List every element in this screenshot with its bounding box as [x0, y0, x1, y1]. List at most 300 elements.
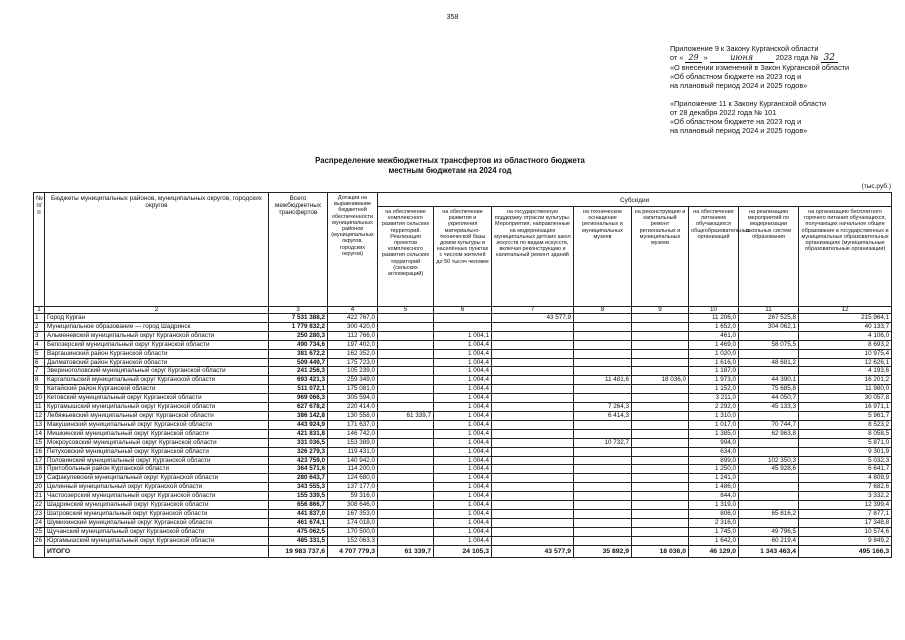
header-dotations: Дотации на выравнивание бюджетной обеспеченности муниципальных районов (муниципальных округов, городских округов) [328, 193, 378, 307]
table-row [34, 420, 892, 429]
amount-value: 1 004,4 [434, 367, 492, 376]
header-subsidy-6: на обеспечение развития и укрепления материально-технической базы домов культуры в населённых пунктах с числом жителей до 50 тысяч человек [434, 207, 492, 307]
budget-name: Целинный муниципальный округ Курганской области [45, 483, 269, 492]
budget-name: Альменевский муниципальный округ Курганской области [45, 331, 269, 340]
table-row [34, 340, 892, 349]
table-row [34, 509, 892, 518]
amount-value [574, 322, 632, 331]
header-subsidy-12: на организацию бесплатного горячего питания обучающихся, получающих начальное общее образование в государственных и муниципальных образовательных организациях (муниципальные образовательные организации) [799, 207, 892, 307]
budget-name: Кетовский муниципальный округ Курганской области [45, 394, 269, 403]
total-value: 343 555,3 [269, 483, 328, 492]
budget-name: Юргамышский муниципальный округ Курганской области [45, 536, 269, 545]
total-value: 7 531 388,2 [269, 314, 328, 323]
amount-value: 1 004,4 [434, 465, 492, 474]
budget-name: Далматовский район Курганской области [45, 358, 269, 367]
amount-value [574, 518, 632, 527]
amount-value: 7 264,3 [574, 403, 632, 412]
total-value: 509 449,7 [269, 358, 328, 367]
header-line: от 28 декабря 2022 года № 101 [670, 108, 777, 117]
amount-value: 11 206,0 [689, 314, 739, 323]
amount-value [632, 527, 689, 536]
amount-value: 16 971,1 [799, 403, 892, 412]
amount-value: 175 081,0 [328, 385, 378, 394]
amount-value: 43 577,9 [492, 545, 574, 557]
amount-value [492, 367, 574, 376]
total-value: 656 866,7 [269, 501, 328, 510]
amount-value [378, 340, 434, 349]
amount-value: 3 211,0 [689, 394, 739, 403]
amount-value [632, 536, 689, 545]
amount-value [632, 331, 689, 340]
amount-value [574, 465, 632, 474]
amount-value: 3 332,2 [799, 492, 892, 501]
total-value: 331 036,5 [269, 438, 328, 447]
amount-value [632, 349, 689, 358]
amount-value [378, 509, 434, 518]
amount-value: 105 239,0 [328, 367, 378, 376]
amount-value: 58 075,5 [739, 340, 799, 349]
amount-value: 806,0 [689, 509, 739, 518]
table-row [34, 367, 892, 376]
table-row [34, 331, 892, 340]
amount-value: 1 319,0 [689, 501, 739, 510]
amount-value: 1 004,4 [434, 438, 492, 447]
budget-name: Макушинский муниципальный округ Курганской области [45, 420, 269, 429]
amount-value [739, 447, 799, 456]
amount-value [739, 438, 799, 447]
amount-value: 1 004,4 [434, 456, 492, 465]
amount-value [378, 322, 434, 331]
budget-name: Катайский район Курганской области [45, 385, 269, 394]
amount-value [632, 483, 689, 492]
amount-value: 114 200,0 [328, 465, 378, 474]
total-value: 1 779 832,2 [269, 322, 328, 331]
table-row [34, 349, 892, 358]
amount-value [632, 411, 689, 420]
total-value: 461 674,1 [269, 518, 328, 527]
amount-value [492, 385, 574, 394]
amount-value [378, 314, 434, 323]
amount-value [378, 447, 434, 456]
document-header [670, 44, 900, 135]
column-number: 8 [574, 307, 632, 314]
amount-value: 16 201,2 [799, 376, 892, 385]
total-value: 475 062,5 [269, 527, 328, 536]
amount-value: 1 745,0 [689, 527, 739, 536]
budget-name: Шатровский муниципальный округ Курганской области [45, 509, 269, 518]
amount-value [492, 492, 574, 501]
amount-value [378, 349, 434, 358]
column-number: 4 [328, 307, 378, 314]
amount-value [492, 456, 574, 465]
amount-value [378, 465, 434, 474]
amount-value [632, 509, 689, 518]
amount-value [574, 492, 632, 501]
handwritten-number: 32 [821, 54, 838, 63]
amount-value [574, 385, 632, 394]
amount-value: 1 486,0 [689, 483, 739, 492]
amount-value [574, 331, 632, 340]
row-number: 23 [34, 509, 45, 518]
amount-value: 75 685,8 [739, 385, 799, 394]
amount-value: 48 681,2 [739, 358, 799, 367]
amount-value: 6 641,7 [799, 465, 892, 474]
amount-value: 4 809,9 [799, 474, 892, 483]
amount-value: 124 680,0 [328, 474, 378, 483]
amount-value [492, 447, 574, 456]
row-number: 10 [34, 394, 45, 403]
amount-value [378, 483, 434, 492]
amount-value: 7 877,1 [799, 509, 892, 518]
budget-name: ИТОГО [45, 545, 269, 557]
row-number: 12 [34, 411, 45, 420]
amount-value: 844,0 [689, 492, 739, 501]
amount-value [378, 456, 434, 465]
amount-value [378, 394, 434, 403]
amount-value: 5 871,0 [799, 438, 892, 447]
amount-value [574, 429, 632, 438]
header-line: «Приложение 11 к Закону Курганской области [670, 99, 827, 108]
header-subsidy-8: на техническое оснащение региональных и муниципальных музеев [574, 207, 632, 307]
amount-value: 1 004,4 [434, 474, 492, 483]
amount-value [632, 447, 689, 456]
amount-value: 8 523,2 [799, 420, 892, 429]
table-row [34, 394, 892, 403]
amount-value: 45 133,3 [739, 403, 799, 412]
budget-name: Щучанский муниципальный округ Курганской области [45, 527, 269, 536]
amount-value [632, 492, 689, 501]
column-number: 9 [632, 307, 689, 314]
amount-value [574, 349, 632, 358]
amount-value [492, 403, 574, 412]
row-number: 16 [34, 447, 45, 456]
amount-value: 1 004,4 [434, 394, 492, 403]
amount-value: 308 646,0 [328, 501, 378, 510]
table-row [34, 483, 892, 492]
table-row [34, 314, 892, 323]
amount-value [632, 429, 689, 438]
amount-value: 9 301,9 [799, 447, 892, 456]
amount-value: 1 004,4 [434, 527, 492, 536]
amount-value: 495 166,3 [799, 545, 892, 557]
amount-value [632, 518, 689, 527]
amount-value: 44 390,1 [739, 376, 799, 385]
budget-name: Мишкинский муниципальный округ Курганской области [45, 429, 269, 438]
amount-value: 11 980,0 [799, 385, 892, 394]
budget-name: Звериноголовский муниципальный округ Курганской области [45, 367, 269, 376]
amount-value: 102 350,3 [739, 456, 799, 465]
amount-value [739, 492, 799, 501]
header-subsidy-9: на реконструкцию и капитальный ремонт региональных и муниципальных музеев [632, 207, 689, 307]
amount-value [739, 367, 799, 376]
header-line: «О внесении изменений в Закон Курганской области [670, 63, 850, 72]
total-value: 490 734,6 [269, 340, 328, 349]
budget-name: Муниципальное образование — город Шадринск [45, 322, 269, 331]
amount-value [574, 367, 632, 376]
handwritten-day: 29 [685, 54, 701, 63]
amount-value: 1 152,0 [689, 385, 739, 394]
amount-value: 1 652,0 [689, 322, 739, 331]
amount-value: 1 385,0 [689, 429, 739, 438]
row-number: 13 [34, 420, 45, 429]
amount-value: 1 310,0 [689, 411, 739, 420]
amount-value [632, 403, 689, 412]
amount-value [739, 411, 799, 420]
budget-name: Город Курган [45, 314, 269, 323]
amount-value: 7 682,6 [799, 483, 892, 492]
total-value: 241 256,3 [269, 367, 328, 376]
amount-value: 5 961,7 [799, 411, 892, 420]
amount-value: 1 004,4 [434, 376, 492, 385]
amount-value: 304 062,1 [739, 322, 799, 331]
amount-value [574, 474, 632, 483]
column-number: 5 [378, 307, 434, 314]
amount-value: 4 707 779,3 [328, 545, 378, 557]
amount-value: 1 017,0 [689, 420, 739, 429]
header-num: № п/п [34, 193, 45, 307]
amount-value [632, 474, 689, 483]
table-row [34, 527, 892, 536]
row-number: 24 [34, 518, 45, 527]
budget-name: Каргапольский муниципальный округ Курганской области [45, 376, 269, 385]
total-value: 423 759,0 [269, 456, 328, 465]
budget-name: Сафакулевский муниципальный округ Курганской области [45, 474, 269, 483]
amount-value: 4 193,6 [799, 367, 892, 376]
amount-value: 152 063,3 [328, 536, 378, 545]
amount-value: 1 020,0 [689, 349, 739, 358]
total-value: 443 924,9 [269, 420, 328, 429]
amount-value [632, 438, 689, 447]
budget-name: Лебяжьевский муниципальный округ Курганской области [45, 411, 269, 420]
amount-value [492, 527, 574, 536]
amount-value [378, 492, 434, 501]
total-value: 386 142,8 [269, 411, 328, 420]
row-number: 26 [34, 536, 45, 545]
amount-value: 174 018,0 [328, 518, 378, 527]
amount-value: 11 481,6 [574, 376, 632, 385]
table-row [34, 403, 892, 412]
amount-value: 35 892,9 [574, 545, 632, 557]
column-number: 3 [269, 307, 328, 314]
amount-value: 1 004,4 [434, 349, 492, 358]
table-row [34, 438, 892, 447]
amount-value: 175 723,0 [328, 358, 378, 367]
budget-name: Шадринский муниципальный округ Курганской области [45, 501, 269, 510]
amount-value: 153 389,0 [328, 438, 378, 447]
amount-value [492, 420, 574, 429]
amount-value: 70 744,7 [739, 420, 799, 429]
amount-value: 5 032,3 [799, 456, 892, 465]
amount-value: 62 963,8 [739, 429, 799, 438]
amount-value [378, 527, 434, 536]
table-row [34, 465, 892, 474]
amount-value: 1 343 463,4 [739, 545, 799, 557]
column-number: 10 [689, 307, 739, 314]
header-line: на плановый период 2024 и 2025 годов» [670, 126, 808, 135]
amount-value [492, 340, 574, 349]
budget-name: Петуховский муниципальный округ Курганской области [45, 447, 269, 456]
amount-value [632, 314, 689, 323]
amount-value: 130 558,0 [328, 411, 378, 420]
amount-value: 899,0 [689, 456, 739, 465]
row-number: 4 [34, 340, 45, 349]
amount-value [632, 367, 689, 376]
header-subsidy-10: на обеспечение питанием обучающихся общеобразовательных организаций [689, 207, 739, 307]
column-number: 2 [45, 307, 269, 314]
amount-value: 171 637,0 [328, 420, 378, 429]
table-row [34, 474, 892, 483]
total-value: 155 339,5 [269, 492, 328, 501]
budget-name: Частоозерский муниципальный округ Курганской области [45, 492, 269, 501]
row-number: 6 [34, 358, 45, 367]
amount-value [632, 322, 689, 331]
total-value: 280 643,7 [269, 474, 328, 483]
amount-value: 6 414,3 [574, 411, 632, 420]
column-number: 12 [799, 307, 892, 314]
amount-value [739, 331, 799, 340]
row-number: 14 [34, 429, 45, 438]
amount-value: 60 219,4 [739, 536, 799, 545]
row-number: 11 [34, 403, 45, 412]
amount-value: 24 105,3 [434, 545, 492, 557]
budget-name: Мокроусовский муниципальный округ Курганской области [45, 438, 269, 447]
amount-value: 30 057,8 [799, 394, 892, 403]
amount-value [378, 331, 434, 340]
amount-value [378, 536, 434, 545]
table-row [34, 385, 892, 394]
amount-value [378, 385, 434, 394]
amount-value [434, 322, 492, 331]
amount-value [739, 349, 799, 358]
budget-name: Половинский муниципальный округ Курганской области [45, 456, 269, 465]
row-number: 17 [34, 456, 45, 465]
amount-value: 197 402,0 [328, 340, 378, 349]
amount-value [574, 394, 632, 403]
amount-value [632, 385, 689, 394]
amount-value [492, 322, 574, 331]
row-number: 21 [34, 492, 45, 501]
handwritten-month: июня [710, 54, 774, 63]
row-number: 22 [34, 501, 45, 510]
amount-value: 461,0 [689, 331, 739, 340]
header-total: Всего межбюджетных трансфертов [269, 193, 328, 307]
amount-value: 1 004,4 [434, 447, 492, 456]
total-row [34, 545, 892, 557]
row-number: 15 [34, 438, 45, 447]
table-row [34, 456, 892, 465]
amount-value [574, 340, 632, 349]
row-number: 5 [34, 349, 45, 358]
total-value: 326 279,3 [269, 447, 328, 456]
budget-name: Шумихинский муниципальный округ Курганской области [45, 518, 269, 527]
row-number: 18 [34, 465, 45, 474]
row-number: 2 [34, 322, 45, 331]
document-title: Распределение межбюджетных трансфертов из областного бюджета местным бюджетам на 2024 год [315, 156, 585, 175]
amount-value [574, 456, 632, 465]
table-row [34, 492, 892, 501]
column-number-row [34, 307, 892, 314]
amount-value: 10 574,6 [799, 527, 892, 536]
amount-value [378, 518, 434, 527]
amount-value [574, 358, 632, 367]
amount-value: 259 349,0 [328, 376, 378, 385]
amount-value [632, 456, 689, 465]
page-number: 358 [446, 14, 459, 21]
amount-value: 167 353,0 [328, 509, 378, 518]
amount-value: 1 004,4 [434, 385, 492, 394]
total-value: 693 421,3 [269, 376, 328, 385]
amount-value [378, 474, 434, 483]
amount-value [492, 429, 574, 438]
amount-value: 40 133,7 [799, 322, 892, 331]
total-value: 250 280,3 [269, 331, 328, 340]
amount-value: 43 577,9 [492, 314, 574, 323]
total-value: 511 072,1 [269, 385, 328, 394]
amount-value: 1 469,0 [689, 340, 739, 349]
amount-value: 4 106,0 [799, 331, 892, 340]
amount-value [378, 358, 434, 367]
amount-value: 2 292,0 [689, 403, 739, 412]
amount-value [492, 394, 574, 403]
amount-value: 44 050,7 [739, 394, 799, 403]
total-value: 627 678,2 [269, 403, 328, 412]
column-number: 7 [492, 307, 574, 314]
amount-value [739, 501, 799, 510]
amount-value: 137 177,0 [328, 483, 378, 492]
header-date-line: от « 29 » июня 2023 года № 32 [670, 53, 900, 63]
amount-value [574, 483, 632, 492]
amount-value: 49 796,5 [739, 527, 799, 536]
amount-value [574, 509, 632, 518]
header-line: на плановый период 2024 и 2025 годов» [670, 81, 808, 90]
amount-value [492, 518, 574, 527]
amount-value: 1 004,4 [434, 420, 492, 429]
budget-name: Куртамышский муниципальный округ Курганской области [45, 403, 269, 412]
row-number: 20 [34, 483, 45, 492]
header-subsidies: Субсидии [378, 193, 892, 207]
units-label: (тыс.руб.) [861, 183, 891, 190]
amount-value [632, 394, 689, 403]
amount-value [492, 501, 574, 510]
amount-value [574, 420, 632, 429]
amount-value: 1 004,4 [434, 358, 492, 367]
amount-value: 8 693,2 [799, 340, 892, 349]
amount-value: 140 942,0 [328, 456, 378, 465]
amount-value: 1 004,4 [434, 403, 492, 412]
amount-value: 112 766,0 [328, 331, 378, 340]
header-subsidy-5: на обеспечение комплексного развития сельских территорий. Реализация проектов комплексного развития сельских территорий (сельских агломераций) [378, 207, 434, 307]
total-value: 19 983 737,6 [269, 545, 328, 557]
column-number: 11 [739, 307, 799, 314]
amount-value: 215 964,1 [799, 314, 892, 323]
amount-value [492, 358, 574, 367]
row-number: 7 [34, 367, 45, 376]
amount-value: 1 616,0 [689, 358, 739, 367]
amount-value: 12 399,4 [799, 501, 892, 510]
amount-value [378, 376, 434, 385]
header-line: «Об областном бюджете на 2023 год и [670, 117, 802, 126]
table-row [34, 358, 892, 367]
amount-value: 10 975,4 [799, 349, 892, 358]
amount-value: 267 525,8 [739, 314, 799, 323]
amount-value: 1 004,4 [434, 483, 492, 492]
row-number: 25 [34, 527, 45, 536]
amount-value: 994,0 [689, 438, 739, 447]
amount-value: 8 058,5 [799, 429, 892, 438]
amount-value: 162 352,0 [328, 349, 378, 358]
amount-value: 59 316,0 [328, 492, 378, 501]
amount-value [632, 420, 689, 429]
